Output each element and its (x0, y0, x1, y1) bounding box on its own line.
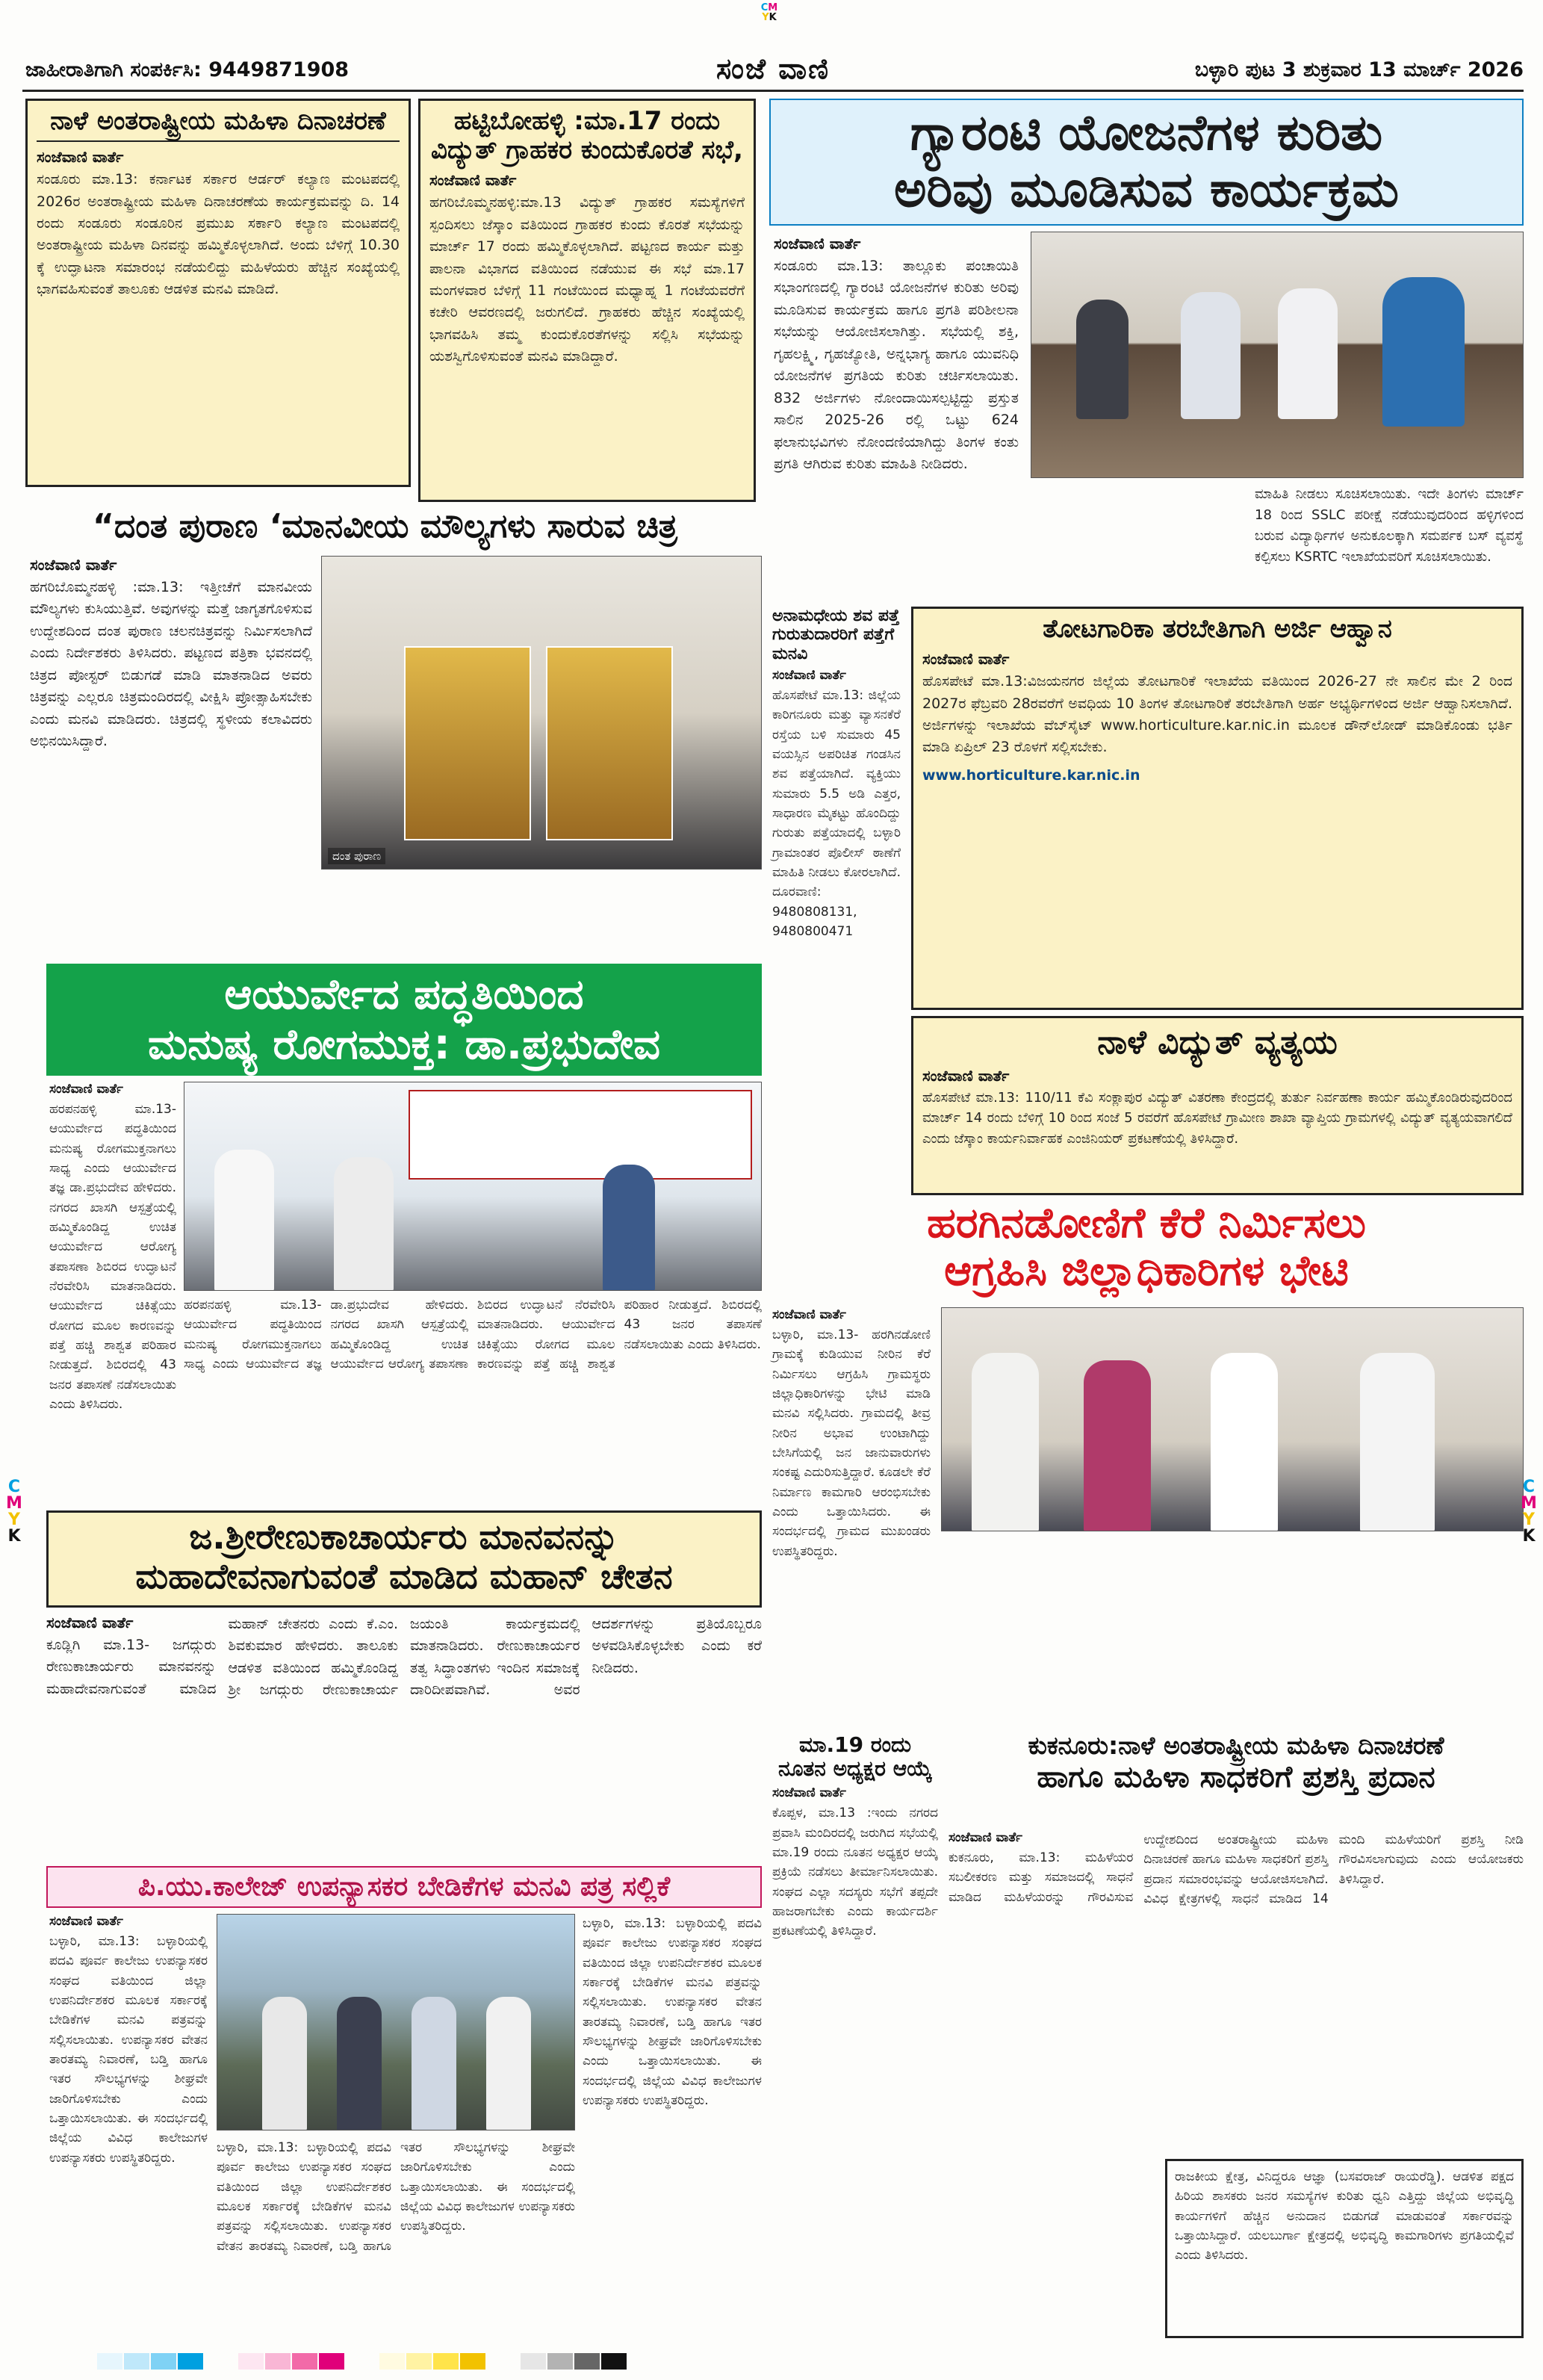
poster (404, 646, 531, 840)
headline-line-2: ಹಾಗೂ ಮಹಿಳಾ ಸಾಧಕರಿಗೆ ಪ್ರಶಸ್ತಿ ಪ್ರದಾನ (1037, 1759, 1435, 1794)
paper-name: ಸಂಜೆ ವಾಣಿ (715, 52, 830, 85)
byline: ಸಂಜೆವಾಣಿ ವಾರ್ತೆ (46, 1614, 134, 1631)
boxed-notice (1165, 2159, 1524, 2338)
pu-lecturers-headline: ಪಿ.ಯು.ಕಾಲೇಜ್ ಉಪನ್ಯಾಸಕರ ಬೇಡಿಕೆಗಳ ಮನವಿ ಪತ್ರ ಸಲ್ಲಿಕೆ (46, 1866, 762, 1908)
person-silhouette (1076, 300, 1128, 419)
article-body: ಹೊಸಪೇಟೆ ಮಾ.13:ವಿಜಯನಗರ ಜಿಲ್ಲೆಯ ತೋಟಗಾರಿಕೆ ಇಲಾಖೆಯ ವತಿಯಿಂದ 2026-27 ನೇ ಸಾಲಿನ ಮೇ 2 ರಿಂದ 2027ರ ಫೆಬ್ರವರಿ 28ರವರೆಗೆ ಅವಧಿಯ 10 ತಿಂಗಳ ತೋಟಗಾರಿಕೆ ತರಬೇತಿಗಾಗಿ ಅರ್ಹ ಅಭ್ಯರ್ಥಿಗಳಿಂದ ಅರ್ಜಿ ಆಹ್ವಾನಿಸಲಾಗಿದೆ. ಅರ್ಜಿಗಳನ್ನು ಇಲಾಖೆಯ ವೆಬ್‌ಸೈಟ್ www.horticulture.kar.nic.in ಮೂಲಕ ಡೌನ್‌ಲೋಡ್ ಮಾಡಿಕೊಂಡು ಭರ್ತಿ ಮಾಡಿ ಏಪ್ರಿಲ್ 23 ರೊಳಗೆ ಸಲ್ಲಿಸಬೇಕು. (922, 673, 1512, 756)
article-ayurveda-text (46, 1082, 179, 1500)
article-pu-lecturers-text (46, 1914, 211, 2340)
paper-logo (665, 52, 881, 93)
person-silhouette (972, 1353, 1039, 1531)
article-body: ಬಳ್ಳಾರಿ, ಮಾ.13: ಬಳ್ಳಾರಿಯಲ್ಲಿ ಪದವಿ ಪೂರ್ವ ಕಾಲೇಜು ಉಪನ್ಯಾಸಕರ ಸಂಘದ ವತಿಯಿಂದ ಜಿಲ್ಲಾ ಉಪನಿರ್ದೇಶಕರ ಮೂಲಕ ಸರ್ಕಾರಕ್ಕೆ ಬೇಡಿಕೆಗಳ ಮನವಿ ಪತ್ರವನ್ನು ಸಲ್ಲಿಸಲಾಯಿತು. ಉಪನ್ಯಾಸಕರ ವೇತನ ತಾರತಮ್ಯ ನಿವಾರಣೆ, ಬಡ್ತಿ ಹಾಗೂ ಇತರ ಸೌಲಭ್ಯಗಳನ್ನು ಶೀಘ್ರವೇ ಜಾರಿಗೊಳಿಸಬೇಕು ಎಂದು ಒತ್ತಾಯಿಸಲಾಯಿತು. ಈ ಸಂದರ್ಭದಲ್ಲಿ ಜಿಲ್ಲೆಯ ವಿವಿಧ ಕಾಲೇಜುಗಳ ಉಪನ್ಯಾಸಕರು ಉಪಸ್ಥಿತರಿದ್ದರು. (217, 2140, 575, 2254)
ad-contact: ಜಾಹೀರಾತಿಗಾಗಿ ಸಂಪರ್ಕಿಸಿ: 9449871908 (25, 58, 350, 81)
byline: ಸಂಜೆವಾಣಿ ವಾರ್ತೆ (772, 667, 846, 683)
byline: ಸಂಜೆವಾಣಿ ವಾರ್ತೆ (774, 235, 861, 252)
article-guarantee-body (769, 232, 1023, 605)
headline-line-2: ಮನುಷ್ಯ ರೋಗಮುಕ್ತ: ಡಾ.ಪ್ರಭುದೇವ (147, 1020, 661, 1070)
byline: ಸಂಜೆವಾಣಿ ವಾರ್ತೆ (922, 1066, 1010, 1085)
ayurveda-camp-photo (184, 1082, 762, 1291)
headline-line-2: ಅರಿವು ಮೂಡಿಸುವ ಕಾರ್ಯಕ್ರಮ (893, 160, 1400, 218)
website-link[interactable]: www.horticulture.kar.nic.in (922, 766, 1140, 784)
headline-line-2: ಆಗ್ರಹಿಸಿ ಜಿಲ್ಲಾಧಿಕಾರಿಗಳ ಭೇಟಿ (944, 1247, 1349, 1296)
article-title: ನಾಳೆ ವಿದ್ಯುತ್ ವ್ಯತ್ಯಯ (1097, 1023, 1338, 1062)
byline: ಸಂಜೆವಾಣಿ ವಾರ್ತೆ (922, 650, 1010, 669)
lake-demand-photo (941, 1307, 1524, 1531)
article-dantapurana (25, 556, 317, 944)
cmyk-mark-right: C M Y K (1521, 1479, 1537, 1546)
article-pu-lecturers-columns (583, 1914, 762, 2340)
article-unidentified-body (769, 607, 904, 995)
article-body: ಸಂಡೂರು ಮಾ.13: ತಾಲ್ಲೂಕು ಪಂಚಾಯಿತಿ ಸಭಾಂಗಣದಲ್ಲಿ ಗ್ಯಾರಂಟಿ ಯೋಜನೆಗಳ ಕುರಿತು ಅರಿವು ಮೂಡಿಸುವ ಕಾರ್ಯಕ್ರಮ ಹಾಗೂ ಪ್ರಗತಿ ಪರಿಶೀಲನಾ ಸಭೆಯನ್ನು ಆಯೋಜಿಸಲಾಗಿತ್ತು. ಸಭೆಯಲ್ಲಿ ಶಕ್ತಿ, ಗೃಹಲಕ್ಷ್ಮಿ, ಗೃಹಜ್ಯೋತಿ, ಅನ್ನಭಾಗ್ಯ ಹಾಗೂ ಯುವನಿಧಿ ಯೋಜನೆಗಳ ಪ್ರಗತಿಯ ಕುರಿತು ಚರ್ಚಿಸಲಾಯಿತು. 832 ಅರ್ಜಿಗಳು ನೋಂದಾಯಿಸಲ್ಪಟ್ಟಿದ್ದು ಪ್ರಸ್ತುತ ಸಾಲಿನ 2025-26 ರಲ್ಲಿ ಒಟ್ಟು 624 ಫಲಾನುಭವಿಗಳು ನೋಂದಣಿಯಾಗಿದ್ದು ತಿಂಗಳ ಕಂತು ಪ್ರಗತಿ ಆಗಿರುವ ಕುರಿತು ಮಾಹಿತಿ ನೀಡಿದರು. (774, 258, 1019, 472)
headline-line-1: ಹರಗಿನಡೋಣಿಗೆ ಕೆರೆ ನಿರ್ಮಿಸಲು (927, 1200, 1366, 1248)
article-title: ನಾಳೆ ಅಂತರಾಷ್ಟ್ರೀಯ ಮಹಿಳಾ ದಿನಾಚರಣೆ (37, 107, 400, 142)
article-body: ಬಳ್ಳಾರಿ, ಮಾ.13: ಬಳ್ಳಾರಿಯಲ್ಲಿ ಪದವಿ ಪೂರ್ವ ಕಾಲೇಜು ಉಪನ್ಯಾಸಕರ ಸಂಘದ ವತಿಯಿಂದ ಜಿಲ್ಲಾ ಉಪನಿರ್ದೇಶಕರ ಮೂಲಕ ಸರ್ಕಾರಕ್ಕೆ ಬೇಡಿಕೆಗಳ ಮನವಿ ಪತ್ರವನ್ನು ಸಲ್ಲಿಸಲಾಯಿತು. ಉಪನ್ಯಾಸಕರ ವೇತನ ತಾರತಮ್ಯ ನಿವಾರಣೆ, ಬಡ್ತಿ ಹಾಗೂ ಇತರ ಸೌಲಭ್ಯಗಳನ್ನು ಶೀಘ್ರವೇ ಜಾರಿಗೊಳಿಸಬೇಕು ಎಂದು ಒತ್ತಾಯಿಸಲಾಯಿತು. ಈ ಸಂದರ್ಭದಲ್ಲಿ ಜಿಲ್ಲೆಯ ವಿವಿಧ ಕಾಲೇಜುಗಳ ಉಪನ್ಯಾಸಕರು ಉಪಸ್ಥಿತರಿದ್ದರು. (583, 1916, 762, 2109)
article-title: ಅನಾಮಧೇಯ ಶವ ಪತ್ತೆ ಗುರುತುದಾರರಿಗೆ ಪತ್ತೆಗೆ ಮನವಿ (772, 607, 900, 663)
cmyk-mark-top: CM YK (760, 3, 778, 23)
guarantee-headline (769, 99, 1524, 226)
article-body: ಕುಕನೂರು, ಮಾ.13: ಮಹಿಳೆಯರ ಸಬಲೀಕರಣ ಮತ್ತು ಸಮಾಜದಲ್ಲಿ ಸಾಧನೆ ಮಾಡಿದ ಮಹಿಳೆಯರನ್ನು ಗೌರವಿಸುವ ಉದ್ದೇಶದಿಂದ ಅಂತರಾಷ್ಟ್ರೀಯ ಮಹಿಳಾ ದಿನಾಚರಣೆ ಹಾಗೂ ಮಹಿಳಾ ಸಾಧಕರಿಗೆ ಪ್ರಶಸ್ತಿ ಪ್ರದಾನ ಸಮಾರಂಭವನ್ನು ಆಯೋಜಿಸಲಾಗಿದೆ. ವಿವಿಧ ಕ್ಷೇತ್ರಗಳಲ್ಲಿ ಸಾಧನೆ ಮಾಡಿದ 14 ಮಂದಿ ಮಹಿಳೆಯರಿಗೆ ಪ್ರಶಸ್ತಿ ನೀಡಿ ಗೌರವಿಸಲಾಗುವುದು ಎಂದು ಆಯೋಜಕರು ತಿಳಿಸಿದ್ದಾರೆ. (949, 1832, 1524, 1907)
article-kukanur (949, 1830, 1524, 2151)
person-silhouette (486, 1997, 531, 2130)
poster (546, 646, 673, 840)
person-silhouette (1084, 1360, 1151, 1531)
dantapurana-headline: “ದಂತ ಪುರಾಣ ‘ಮಾನವೀಯ ಮೌಲ್ಯಗಳು ಸಾರುವ ಚಿತ್ರ (93, 508, 677, 545)
headline-line-1: ಕುಕನೂರು:ನಾಳೆ ಅಂತರಾಷ್ಟ್ರೀಯ ಮಹಿಳಾ ದಿನಾಚರಣೆ (1028, 1732, 1444, 1760)
article-body: ಹೊಸಪೇಟೆ ಮಾ.13: 110/11 ಕೆವಿ ಸಂಕ್ಲಾಪುರ ವಿದ್ಯುತ್ ವಿತರಣಾ ಕೇಂದ್ರದಲ್ಲಿ ತುರ್ತು ನಿರ್ವಹಣಾ ಕಾರ್ಯ ಹಮ್ಮಿಕೊಂಡಿರುವುದರಿಂದ ಮಾರ್ಚ್ 14 ರಂದು ಬೆಳಿಗ್ಗೆ 10 ರಿಂದ ಸಂಜೆ 5 ರವರೆಗೆ ಹೊಸಪೇಟೆ ಗ್ರಾಮೀಣ ಶಾಖಾ ವ್ಯಾಪ್ತಿಯ ಗ್ರಾಮಗಳಲ್ಲಿ ವಿದ್ಯುತ್ ವ್ಯತ್ಯಯವಾಗಲಿದೆ ಎಂದು ಜೆಸ್ಕಾಂ ಕಾರ್ಯನಿರ್ವಾಹಕ ಎಂಜಿನಿಯರ್ ಪ್ರಕಟಣೆಯಲ್ಲಿ ತಿಳಿಸಿದ್ದಾರೆ. (922, 1089, 1512, 1147)
guarantee-meeting-photo (1031, 232, 1524, 478)
byline: ಸಂಜೆವಾಣಿ ವಾರ್ತೆ (30, 556, 117, 574)
article-electricity-meeting (418, 99, 756, 502)
masthead-rule (22, 90, 1524, 92)
article-womens-day (25, 99, 411, 487)
article-body: ಹರಪನಹಳ್ಳಿ ಮಾ.13-ಆಯುರ್ವೇದ ಪದ್ಧತಿಯಿಂದ ಮನುಷ್ಯ ರೋಗಮುಕ್ತನಾಗಲು ಸಾಧ್ಯ ಎಂದು ಆಯುರ್ವೇದ ತಜ್ಞ ಡಾ.ಪ್ರಭುದೇವ ಹೇಳಿದರು. ನಗರದ ಖಾಸಗಿ ಆಸ್ಪತ್ರೆಯಲ್ಲಿ ಹಮ್ಮಿಕೊಂಡಿದ್ದ ಉಚಿತ ಆಯುರ್ವೇದ ಆರೋಗ್ಯ ತಪಾಸಣಾ ಶಿಬಿರದ ಉದ್ಘಾಟನೆ ನೆರವೇರಿಸಿ ಮಾತನಾಡಿದರು. ಆಯುರ್ವೇದ ಚಿಕಿತ್ಸೆಯು ರೋಗದ ಮೂಲ ಕಾರಣವನ್ನು ಪತ್ತೆ ಹಚ್ಚಿ ಶಾಶ್ವತ ಪರಿಹಾರ ನೀಡುತ್ತದೆ. ಶಿಬಿರದಲ್ಲಿ 43 ಜನರ ತಪಾಸಣೆ ನಡೆಸಲಾಯಿತು ಎಂದು ತಿಳಿಸಿದರು. (184, 1298, 762, 1372)
cmyk-mark-left: C M Y K (6, 1479, 22, 1546)
person-silhouette (1211, 1353, 1278, 1531)
article-nursery-training (911, 607, 1524, 1010)
person-silhouette (1382, 277, 1465, 427)
article-body: ಮಾಹಿತಿ ನೀಡಲು ಸೂಚಿಸಲಾಯಿತು. ಇದೇ ತಿಂಗಳು ಮಾರ್ಚ್ 18 ರಿಂದ SSLC ಪರೀಕ್ಷೆ ನಡೆಯುವುದರಿಂದ ಹಳ್ಳಿಗಳಿಂದ ಬರುವ ವಿದ್ಯಾರ್ಥಿಗಳ ಅನುಕೂಲಕ್ಕಾಗಿ ಸಮರ್ಪಕ ಬಸ್ ವ್ಯವಸ್ಥೆ ಕಲ್ಪಿಸಲು KSRTC ಇಲಾಖೆಯವರಿಗೆ ಸೂಚಿಸಲಾಯಿತು. (1255, 486, 1524, 565)
kukanur-headline (949, 1732, 1524, 1821)
pu-lecturers-photo (217, 1914, 575, 2130)
byline: ಸಂಜೆವಾಣಿ ವಾರ್ತೆ (37, 148, 124, 167)
article-body: ಕೊಪ್ಪಳ, ಮಾ.13 :ಇಂದು ನಗರದ ಪ್ರವಾಸಿ ಮಂದಿರದಲ್ಲಿ ಜರುಗಿದ ಸಭೆಯಲ್ಲಿ ಮಾ.19 ರಂದು ನೂತನ ಅಧ್ಯಕ್ಷರ ಆಯ್ಕೆ ಪ್ರಕ್ರಿಯೆ ನಡೆಸಲು ತೀರ್ಮಾನಿಸಲಾಯಿತು. ಸಂಘದ ಎಲ್ಲಾ ಸದಸ್ಯರು ಸಭೆಗೆ ತಪ್ಪದೇ ಹಾಜರಾಗಬೇಕು ಎಂದು ಕಾರ್ಯದರ್ಶಿ ಪ್ರಕಟಣೆಯಲ್ಲಿ ತಿಳಿಸಿದ್ದಾರೆ. (772, 1806, 938, 1939)
dantapurana-poster-photo (321, 556, 762, 870)
ayurveda-headline (46, 964, 762, 1076)
headline-line-1: ಜ.ಶ್ರೀರೇಣುಕಾಚಾರ್ಯರು ಮಾನವನನ್ನು (189, 1516, 619, 1557)
article-body: ಹರಪನಹಳ್ಳಿ ಮಾ.13-ಆಯುರ್ವೇದ ಪದ್ಧತಿಯಿಂದ ಮನುಷ್ಯ ರೋಗಮುಕ್ತನಾಗಲು ಸಾಧ್ಯ ಎಂದು ಆಯುರ್ವೇದ ತಜ್ಞ ಡಾ.ಪ್ರಭುದೇವ ಹೇಳಿದರು. ನಗರದ ಖಾಸಗಿ ಆಸ್ಪತ್ರೆಯಲ್ಲಿ ಹಮ್ಮಿಕೊಂಡಿದ್ದ ಉಚಿತ ಆಯುರ್ವೇದ ಆರೋಗ್ಯ ತಪಾಸಣಾ ಶಿಬಿರದ ಉದ್ಘಾಟನೆ ನೆರವೇರಿಸಿ ಮಾತನಾಡಿದರು. ಆಯುರ್ವೇದ ಚಿಕಿತ್ಸೆಯು ರೋಗದ ಮೂಲ ಕಾರಣವನ್ನು ಪತ್ತೆ ಹಚ್ಚಿ ಶಾಶ್ವತ ಪರಿಹಾರ ನೀಡುತ್ತದೆ. ಶಿಬಿರದಲ್ಲಿ 43 ಜನರ ತಪಾಸಣೆ ನಡೆಸಲಾಯಿತು ಎಂದು ತಿಳಿಸಿದರು. (49, 1102, 176, 1413)
article-body: ಬಳ್ಳಾರಿ, ಮಾ.13: ಬಳ್ಳಾರಿಯಲ್ಲಿ ಪದವಿ ಪೂರ್ವ ಕಾಲೇಜು ಉಪನ್ಯಾಸಕರ ಸಂಘದ ವತಿಯಿಂದ ಜಿಲ್ಲಾ ಉಪನಿರ್ದೇಶಕರ ಮೂಲಕ ಸರ್ಕಾರಕ್ಕೆ ಬೇಡಿಕೆಗಳ ಮನವಿ ಪತ್ರವನ್ನು ಸಲ್ಲಿಸಲಾಯಿತು. ಉಪನ್ಯಾಸಕರ ವೇತನ ತಾರತಮ್ಯ ನಿವಾರಣೆ, ಬಡ್ತಿ ಹಾಗೂ ಇತರ ಸೌಲಭ್ಯಗಳನ್ನು ಶೀಘ್ರವೇ ಜಾರಿಗೊಳಿಸಬೇಕು ಎಂದು ಒತ್ತಾಯಿಸಲಾಯಿತು. ಈ ಸಂದರ್ಭದಲ್ಲಿ ಜಿಲ್ಲೆಯ ವಿವಿಧ ಕಾಲೇಜುಗಳ ಉಪನ್ಯಾಸಕರು ಉಪಸ್ಥಿತರಿದ್ದರು. (49, 1934, 208, 2166)
photo-caption: ದಂತ ಪುರಾಣ (328, 848, 385, 864)
banner (409, 1090, 752, 1180)
person-silhouette (1278, 288, 1338, 419)
byline: ಸಂಜೆವಾಣಿ ವಾರ್ತೆ (49, 1082, 123, 1097)
byline: ಸಂಜೆವಾಣಿ ವಾರ್ತೆ (772, 1307, 846, 1322)
byline: ಸಂಜೆವಾಣಿ ವಾರ್ತೆ (949, 1830, 1022, 1845)
person-silhouette (1181, 292, 1241, 419)
article-title: ಹಟ್ಟಿಬೋಹಳ್ಳಿ :ಮಾ.17 ರಂದು ವಿದ್ಯುತ್ ಗ್ರಾಹಕರ ಕುಂದುಕೊರತೆ ಸಭೆ, (431, 106, 743, 166)
person-silhouette (603, 1165, 655, 1291)
article-ayurveda-columns (184, 1295, 762, 1504)
byline: ಸಂಜೆವಾಣಿ ವಾರ್ತೆ (49, 1914, 123, 1929)
article-body: ಕೂಡ್ಲಿಗಿ ಮಾ.13- ಜಗದ್ಗುರು ರೇಣುಕಾಚಾರ್ಯರು ಮಾನವನನ್ನು ಮಹಾದೇವನಾಗುವಂತೆ ಮಾಡಿದ ಮಹಾನ್ ಚೇತನರು ಎಂದು ಕೆ.ಎಂ. ಶಿವಕುಮಾರ ಹೇಳಿದರು. ತಾಲೂಕು ಆಡಳಿತ ವತಿಯಿಂದ ಹಮ್ಮಿಕೊಂಡಿದ್ದ ಶ್ರೀ ಜಗದ್ಗುರು ರೇಣುಕಾಚಾರ್ಯ ಜಯಂತಿ ಕಾರ್ಯಕ್ರಮದಲ್ಲಿ ಮಾತನಾಡಿದರು. ರೇಣುಕಾಚಾರ್ಯರ ತತ್ವ ಸಿದ್ಧಾಂತಗಳು ಇಂದಿನ ಸಮಾಜಕ್ಕೆ ದಾರಿದೀಪವಾಗಿವೆ. ಅವರ ಆದರ್ಶಗಳನ್ನು ಪ್ರತಿಯೊಬ್ಬರೂ ಅಳವಡಿಸಿಕೊಳ್ಳಬೇಕು ಎಂದು ಕರೆ ನೀಡಿದರು. (46, 1616, 762, 1699)
person-silhouette (1360, 1353, 1435, 1531)
article-body: ಹಗರಿಬೊಮ್ಮನಹಳ್ಳಿ :ಮಾ.13: ಇತ್ತೀಚೆಗೆ ಮಾನವೀಯ ಮೌಲ್ಯಗಳು ಕುಸಿಯುತ್ತಿವೆ. ಅವುಗಳನ್ನು ಮತ್ತೆ ಜಾಗೃತಗೊಳಿಸುವ ಉದ್ದೇಶದಿಂದ ದಂತ ಪುರಾಣ ಚಲನಚಿತ್ರವನ್ನು ನಿರ್ಮಿಸಲಾಗಿದೆ ಎಂದು ನಿರ್ದೇಶಕರು ತಿಳಿಸಿದರು. ಪಟ್ಟಣದ ಪತ್ರಿಕಾ ಭವನದಲ್ಲಿ ಚಿತ್ರದ ಪೋಸ್ಟರ್ ಬಿಡುಗಡೆ ಮಾಡಿ ಮಾತನಾಡಿದ ಅವರು ಚಿತ್ರವನ್ನು ಎಲ್ಲರೂ ಚಿತ್ರಮಂದಿರದಲ್ಲಿ ವೀಕ್ಷಿಸಿ ಪ್ರೋತ್ಸಾಹಿಸಬೇಕು ಎಂದು ಮನವಿ ಮಾಡಿದರು. ಚಿತ್ರದಲ್ಲಿ ಸ್ಥಳೀಯ ಕಲಾವಿದರು ಅಭಿನಯಿಸಿದ್ದಾರೆ. (30, 579, 312, 750)
article-power-cut (911, 1016, 1524, 1195)
headline-line-1: ಆಯುರ್ವೇದ ಪದ್ಧತಿಯಿಂದ (224, 970, 584, 1019)
article-renukacharya (46, 1614, 762, 1860)
article-new-president (769, 1733, 941, 2151)
fare-note (1255, 484, 1524, 611)
article-body: ಸಂಡೂರು ಮಾ.13: ಕರ್ನಾಟಕ ಸರ್ಕಾರ ಆರ್ಡರ್ ಕಲ್ಯಾಣ ಮಂಟಪದಲ್ಲಿ 2026ರ ಅಂತರಾಷ್ಟ್ರೀಯ ಮಹಿಳಾ ದಿನಾಚರಣೆಯ ಕಾರ್ಯಕ್ರಮವನ್ನು ದಿ. 14 ರಂದು ಸಂಡೂರು ಸಂಡೂರಿನ ಪ್ರಮುಖ ಸರ್ಕಾರಿ ಕಲ್ಯಾಣ ಮಂಟಪದಲ್ಲಿ ಅಂತರಾಷ್ಟ್ರೀಯ ಮಹಿಳಾ ದಿನವನ್ನು ಹಮ್ಮಿಕೊಳ್ಳಲಾಗಿದೆ. ಅಂದು ಬೆಳಿಗ್ಗೆ 10.30 ಕ್ಕೆ ಉದ್ಘಾಟನಾ ಸಮಾರಂಭ ನಡೆಯಲಿದ್ದು ಮಹಿಳೆಯರು ಹೆಚ್ಚಿನ ಸಂಖ್ಯೆಯಲ್ಲಿ ಭಾಗವಹಿಸುವಂತೆ ತಾಲೂಕು ಆಡಳಿತ ಮನವಿ ಮಾಡಿದೆ. (37, 171, 400, 298)
person-silhouette (334, 1157, 394, 1291)
byline: ಸಂಜೆವಾಣಿ ವಾರ್ತೆ (429, 171, 517, 190)
renukacharya-headline (46, 1510, 762, 1608)
article-title: ಮಾ.19 ರಂದು ನೂತನ ಅಧ್ಯಕ್ಷರ ಆಯ್ಕೆ (778, 1733, 932, 1782)
article-body: ಹೊಸಪೇಟೆ ಮಾ.13: ಜಿಲ್ಲೆಯ ಕಾರಿಗನೂರು ಮತ್ತು ವ್ಯಾಸನಕೆರೆ ರಸ್ತೆಯ ಬಳಿ ಸುಮಾರು 45 ವಯಸ್ಸಿನ ಅಪರಿಚಿತ ಗಂಡಸಿನ ಶವ ಪತ್ತೆಯಾಗಿದೆ. ವ್ಯಕ್ತಿಯು ಸುಮಾರು 5.5 ಅಡಿ ಎತ್ತರ, ಸಾಧಾರಣ ಮೈಕಟ್ಟು ಹೊಂದಿದ್ದು ಗುರುತು ಪತ್ತೆಯಾದಲ್ಲಿ ಬಳ್ಳಾರಿ ಗ್ರಾಮಾಂತರ ಪೊಲೀಸ್ ಠಾಣೆಗೆ ಮಾಹಿತಿ ನೀಡಲು ಕೋರಲಾಗಿದೆ. ದೂರವಾಣಿ: 9480808131, 9480800471 (772, 687, 901, 940)
article-body: ಬಳ್ಳಾರಿ, ಮಾ.13- ಹರಗಿನಡೋಣಿ ಗ್ರಾಮಕ್ಕೆ ಕುಡಿಯುವ ನೀರಿನ ಕೆರೆ ನಿರ್ಮಿಸಲು ಆಗ್ರಹಿಸಿ ಗ್ರಾಮಸ್ಥರು ಜಿಲ್ಲಾಧಿಕಾರಿಗಳನ್ನು ಭೇಟಿ ಮಾಡಿ ಮನವಿ ಸಲ್ಲಿಸಿದರು. ಗ್ರಾಮದಲ್ಲಿ ತೀವ್ರ ನೀರಿನ ಅಭಾವ ಉಂಟಾಗಿದ್ದು ಬೇಸಿಗೆಯಲ್ಲಿ ಜನ ಜಾನುವಾರುಗಳು ಸಂಕಷ್ಟ ಎದುರಿಸುತ್ತಿದ್ದಾರೆ. ಕೂಡಲೇ ಕೆರೆ ನಿರ್ಮಾಣ ಕಾಮಗಾರಿ ಆರಂಭಿಸಬೇಕು ಎಂದು ಒತ್ತಾಯಿಸಿದರು. ಈ ಸಂದರ್ಭದಲ್ಲಿ ಗ್ರಾಮದ ಮುಖಂಡರು ಉಪಸ್ಥಿತರಿದ್ದರು. (772, 1327, 931, 1559)
article-lake-demand (769, 1307, 934, 1726)
article-pu-lecturers-bottom (217, 2138, 575, 2340)
lake-demand-headline (769, 1200, 1524, 1304)
person-silhouette (337, 1997, 382, 2130)
headline-line-2: ಮಹಾದೇವನಾಗುವಂತೆ ಮಾಡಿದ ಮಹಾನ್ ಚೇತನ (135, 1555, 673, 1596)
article-body: ಹಗರಿಬೊಮ್ಮನಹಳ್ಳಿ:ಮಾ.13 ವಿದ್ಯುತ್ ಗ್ರಾಹಕರ ಸಮಸ್ಯೆಗಳಿಗೆ ಸ್ಪಂದಿಸಲು ಜೆಸ್ಕಾಂ ವತಿಯಿಂದ ಗ್ರಾಹಕರ ಕುಂದು ಕೊರತೆ ಸಭೆಯನ್ನು ಮಾರ್ಚ್ 17 ರಂದು ಹಮ್ಮಿಕೊಳ್ಳಲಾಗಿದೆ. ಪಟ್ಟಣದ ಕಾರ್ಯ ಮತ್ತು ಪಾಲನಾ ವಿಭಾಗದ ವತಿಯಿಂದ ನಡೆಯುವ ಈ ಸಭೆ ಮಾ.17 ಮಂಗಳವಾರ ಬೆಳಿಗ್ಗೆ 11 ಗಂಟೆಯಿಂದ ಮಧ್ಯಾಹ್ನ 1 ಗಂಟೆಯವರೆಗೆ ಕಚೇರಿ ಆವರಣದಲ್ಲಿ ಜರುಗಲಿದೆ. ಗ್ರಾಹಕರು ಹೆಚ್ಚಿನ ಸಂಖ್ಯೆಯಲ್ಲಿ ಭಾಗವಹಿಸಿ ತಮ್ಮ ಕುಂದುಕೊರತೆಗಳನ್ನು ಸಲ್ಲಿಸಿ ಸಭೆಯನ್ನು ಯಶಸ್ವಿಗೊಳಿಸುವಂತೆ ಮನವಿ ಮಾಡಿದ್ದಾರೆ. (429, 194, 745, 365)
person-silhouette (262, 1997, 307, 2130)
byline: ಸಂಜೆವಾಣಿ ವಾರ್ತೆ (772, 1785, 846, 1801)
edition-line: ಬಳ್ಳಾರಿ ಪುಟ 3 ಶುಕ್ರವಾರ 13 ಮಾರ್ಚ್ 2026 (1194, 58, 1524, 81)
print-color-bar (97, 2353, 739, 2373)
article-title: ತೋಟಗಾರಿಕಾ ತರಬೇತಿಗಾಗಿ ಅರ್ಜಿ ಆಹ್ವಾನ (1043, 614, 1392, 644)
person-silhouette (412, 1997, 456, 2130)
person-silhouette (214, 1150, 274, 1291)
headline-line-1: ಗ್ಯಾರಂಟಿ ಯೋಜನೆಗಳ ಕುರಿತು (910, 104, 1383, 161)
article-body: ರಾಜಕೀಯ ಕ್ಷೇತ್ರ, ವಿನಿದ್ದರೂ ಆಜ್ಞಾ (ಬಸವರಾಜ್ ರಾಯರೆಡ್ಡಿ). ಆಡಳಿತ ಪಕ್ಷದ ಹಿರಿಯ ಶಾಸಕರು ಜನರ ಸಮಸ್ಯೆಗಳ ಕುರಿತು ಧ್ವನಿ ಎತ್ತಿದ್ದು ಜಿಲ್ಲೆಯ ಅಭಿವೃದ್ಧಿ ಕಾರ್ಯಗಳಿಗೆ ಹೆಚ್ಚಿನ ಅನುದಾನ ಬಿಡುಗಡೆ ಮಾಡುವಂತೆ ಸರ್ಕಾರವನ್ನು ಒತ್ತಾಯಿಸಿದ್ದಾರೆ. ಯಲಬುರ್ಗಾ ಕ್ಷೇತ್ರದಲ್ಲಿ ಅಭಿವೃದ್ಧಿ ಕಾಮಗಾರಿಗಳು ಪ್ರಗತಿಯಲ್ಲಿವೆ ಎಂದು ತಿಳಿಸಿದರು. (1175, 2169, 1514, 2263)
